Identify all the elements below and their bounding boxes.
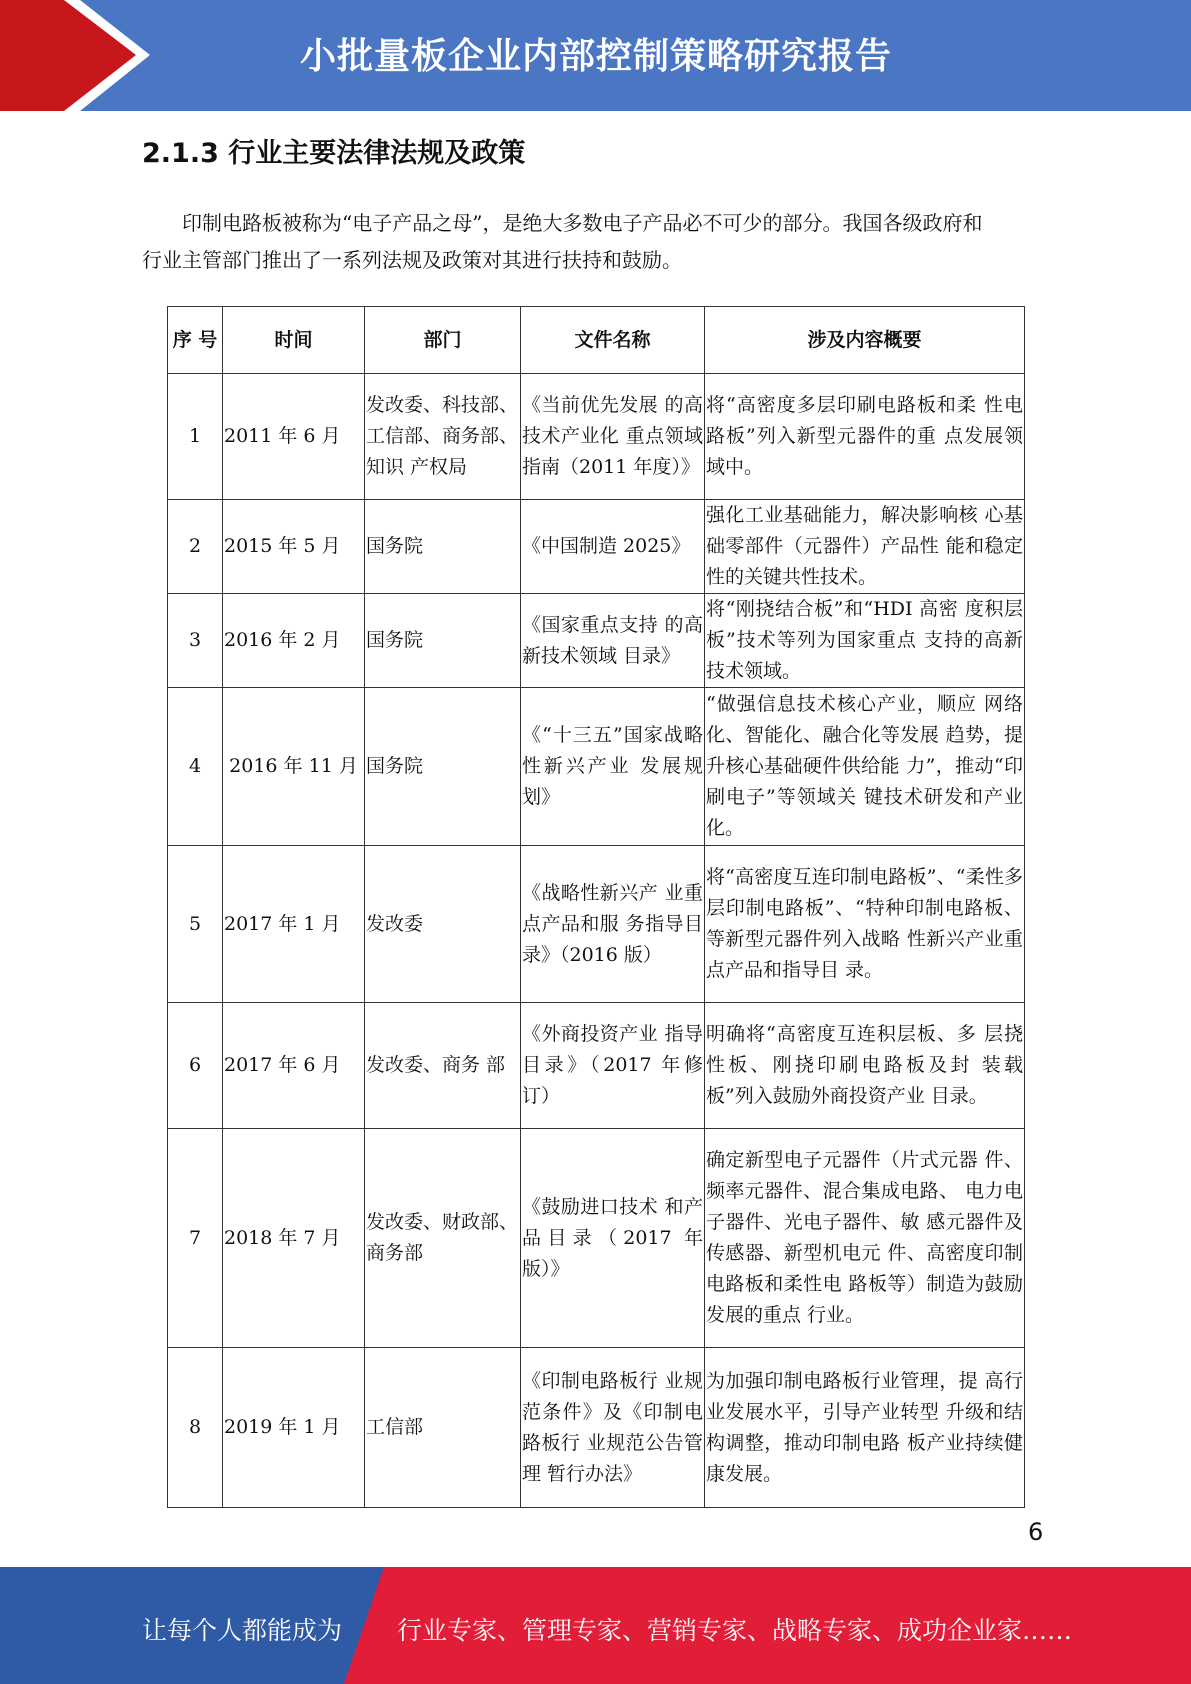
row-document: 《“十三五”国家战略性新兴产业 发展规划》 <box>521 688 705 846</box>
row-department: 国务院 <box>365 594 521 688</box>
row-department: 发改委、财政部、商务部 <box>365 1129 521 1348</box>
page-footer <box>0 1567 1191 1684</box>
policy-table <box>167 306 1025 1508</box>
row-document: 《外商投资产业 指导目录》（2017 年修订） <box>521 1003 705 1129</box>
row-summary: 将“高密度多层印刷电路板和柔 性电路板”列入新型元器件的重 点发展领域中。 <box>705 374 1025 500</box>
row-department: 发改委 <box>365 846 521 1003</box>
header-document: 文件名称 <box>521 307 705 374</box>
row-summary: 确定新型电子元器件（片式元器 件、频率元器件、混合集成电路、 电力电子器件、光电子器件、敏 感元器件及传感器、新型机电元 件、高密度印制电路板和柔性电 路板等）制造为鼓励发展的重点 行业。 <box>705 1129 1025 1348</box>
row-document: 《当前优先发展 的高技术产业化 重点领域指南（2011 年度）》 <box>521 374 705 500</box>
row-date: 2017 年 6 月 <box>223 1003 365 1129</box>
row-no: 7 <box>168 1129 223 1348</box>
row-document: 《战略性新兴产 业重点产品和服 务指导目录》（2016 版） <box>521 846 705 1003</box>
table-row <box>168 1129 1025 1348</box>
row-department: 发改委、商务 部 <box>365 1003 521 1129</box>
header-department: 部门 <box>365 307 521 374</box>
footer-slogan-right: 行业专家、管理专家、营销专家、战略专家、成功企业家…… <box>397 1616 1073 1645</box>
row-no: 3 <box>168 594 223 688</box>
row-document: 《国家重点支持 的高新技术领域 目录》 <box>521 594 705 688</box>
intro-paragraph <box>142 205 1052 279</box>
row-date: 2019 年 1 月 <box>223 1348 365 1508</box>
table-row <box>168 500 1025 594</box>
row-no: 1 <box>168 374 223 500</box>
row-document: 《印制电路板行 业规范条件》及《印制电路板行 业规范公告管理 暂行办法》 <box>521 1348 705 1508</box>
page-number: 6 <box>1028 1518 1044 1546</box>
footer-slogan-left: 让每个人都能成为 <box>142 1616 343 1645</box>
row-department: 工信部 <box>365 1348 521 1508</box>
row-summary: “做强信息技术核心产业，顺应 网络化、智能化、融合化等发展 趋势，提升核心基础硬件供给能 力”，推动“印刷电子”等领域关 键技术研发和产业化。 <box>705 688 1025 846</box>
table-row <box>168 688 1025 846</box>
row-no: 5 <box>168 846 223 1003</box>
row-summary: 强化工业基础能力，解决影响核 心基础零部件（元器件）产品性 能和稳定性的关键共性技术。 <box>705 500 1025 594</box>
table-row <box>168 1003 1025 1129</box>
row-department: 国务院 <box>365 688 521 846</box>
row-summary: 明确将“高密度互连积层板、多 层挠性板、刚挠印刷电路板及封 装载板”列入鼓励外商投资产业 目录。 <box>705 1003 1025 1129</box>
table-row <box>168 374 1025 500</box>
row-summary: 将“高密度互连印制电路板”、“柔性多层印制电路板”、“特种印制电路板、等新型元器件列入战略 性新兴产业重点产品和指导目 录。 <box>705 846 1025 1003</box>
intro-line-2: 行业主管部门推出了一系列法规及政策对其进行扶持和鼓励。 <box>142 248 682 272</box>
row-no: 2 <box>168 500 223 594</box>
row-department: 发改委、科技部、工信部、商务部、知识 产权局 <box>365 374 521 500</box>
row-date: 2015 年 5 月 <box>223 500 365 594</box>
header-no: 序 号 <box>168 307 223 374</box>
row-no: 6 <box>168 1003 223 1129</box>
table-row <box>168 846 1025 1003</box>
report-title: 小批量板企业内部控制策略研究报告 <box>300 36 893 77</box>
table-row <box>168 1348 1025 1508</box>
row-date: 2016 年 2 月 <box>223 594 365 688</box>
row-date: 2018 年 7 月 <box>223 1129 365 1348</box>
row-no: 8 <box>168 1348 223 1508</box>
section-heading: 2.1.3 行业主要法律法规及政策 <box>142 138 526 169</box>
row-no: 4 <box>168 688 223 846</box>
header-date: 时间 <box>223 307 365 374</box>
table-header-row <box>168 307 1025 374</box>
table-row <box>168 594 1025 688</box>
intro-line-1: 印制电路板被称为“电子产品之母”，是绝大多数电子产品必不可少的部分。我国各级政府和 <box>182 211 983 235</box>
page-header <box>0 0 1191 111</box>
row-document: 《鼓励进口技术 和产品目录（2017 年版）》 <box>521 1129 705 1348</box>
row-summary: 为加强印制电路板行业管理，提 高行业发展水平，引导产业转型 升级和结构调整，推动印制电路 板产业持续健康发展。 <box>705 1348 1025 1508</box>
row-department: 国务院 <box>365 500 521 594</box>
row-summary: 将“刚挠结合板”和“HDI 高密 度积层板”技术等列为国家重点 支持的高新技术领域。 <box>705 594 1025 688</box>
row-date: 2016 年 11 月 <box>223 688 365 846</box>
row-date: 2017 年 1 月 <box>223 846 365 1003</box>
header-summary: 涉及内容概要 <box>705 307 1025 374</box>
row-date: 2011 年 6 月 <box>223 374 365 500</box>
row-document: 《中国制造 2025》 <box>521 500 705 594</box>
